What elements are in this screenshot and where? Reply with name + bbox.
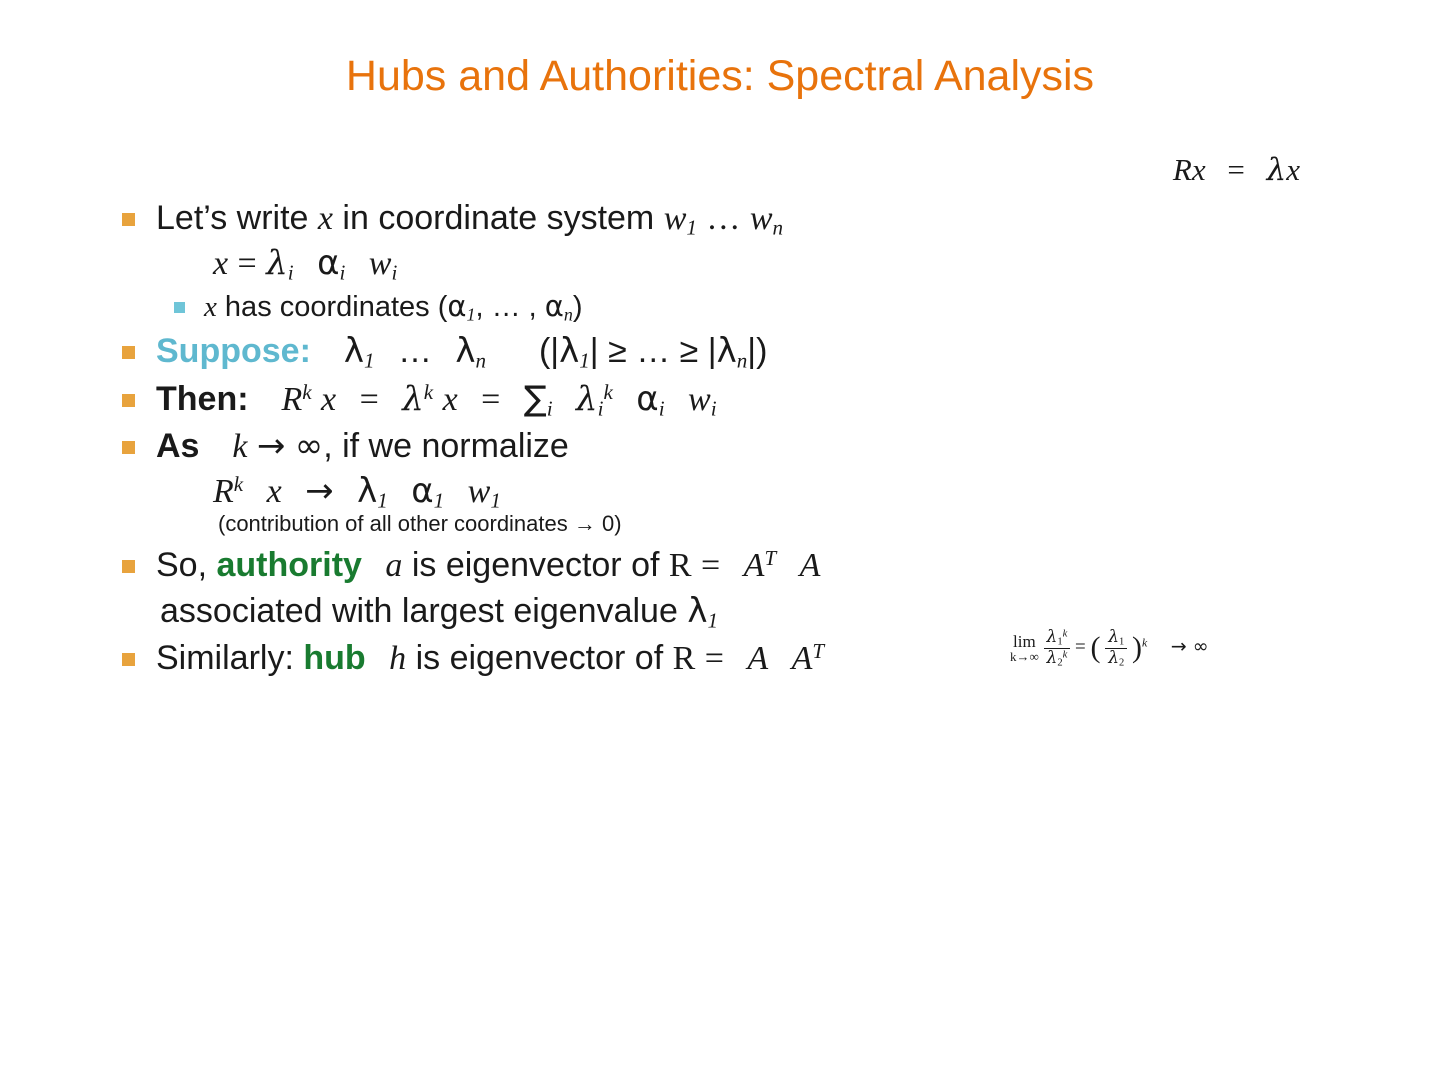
suppose-label: Suppose:	[156, 331, 311, 370]
limit-equals: =	[1075, 636, 1086, 658]
list-item-text: Similarly: hub h is eigenvector of R = A $A^T$	[156, 639, 825, 678]
corner-equation: Rx = λx	[1172, 152, 1300, 188]
list-item	[108, 196, 1368, 242]
right-paren: )	[1132, 631, 1143, 665]
bullet-marker-icon	[122, 560, 135, 573]
list-item-label: Let’s write	[156, 199, 318, 237]
equation-note: (contribution of all other coordinates → 0)	[218, 511, 622, 537]
authority-accent: authority	[216, 546, 362, 585]
list-item-sub-text: x has coordinates ($\alpha_1$, … , $\alpha_n$)	[204, 288, 583, 325]
list-item-text: As k → ∞, if we normalize	[156, 426, 569, 467]
list-item	[108, 424, 1368, 469]
list-item-text: Let’s write x in coordinate system $w_1$ … $w_n$	[156, 199, 784, 240]
list-item-text: Suppose: $\lambda_1$ … $\lambda_n$ ($|\lambda_1|$ ≥ … ≥ $|\lambda_n|$)	[156, 330, 768, 373]
bullet-marker-icon	[122, 213, 135, 226]
equation-x-expansion: $x = \lambda_i$ $\alpha_i$ $w_i$	[213, 242, 398, 285]
list-item	[108, 329, 1368, 375]
list-item-label-2: in coordinate system	[332, 199, 664, 237]
limit-operator: lim k→∞	[1010, 631, 1039, 665]
list-item-text: So, authority a is eigenvector of $R = A^T$ A associated with largest eigenvalue $\lambda_1$	[156, 546, 821, 633]
bullet-marker-icon	[122, 653, 135, 666]
slide-body	[108, 196, 1368, 684]
limit-formula	[1010, 628, 1209, 669]
bullet-marker-icon	[122, 394, 135, 407]
then-label: Then:	[156, 379, 249, 418]
list-item	[108, 543, 1368, 634]
list-item-sub	[108, 288, 1368, 327]
bullet-marker-icon	[122, 346, 135, 359]
as-label: As	[156, 427, 200, 466]
limit-tail: → ∞	[1170, 635, 1209, 658]
limit-exponent: k	[1142, 636, 1148, 650]
authority-prefix: So,	[156, 546, 217, 585]
equation-rk-limit: $R^k$ $x \to \lambda_1$ $\alpha_1$ $w_1$	[213, 470, 501, 513]
hub-prefix: Similarly:	[156, 639, 304, 678]
bullet-marker-icon	[122, 441, 135, 454]
list-item	[108, 377, 1368, 423]
sub-bullet-marker-icon	[174, 302, 185, 313]
limit-inner-fraction: $\frac{\lambda_1}{\lambda_2}$	[1105, 628, 1127, 669]
limit-fraction: $\frac{\lambda_1^k}{\lambda_2^k}$	[1044, 628, 1071, 669]
corner-equation-text: R	[1172, 152, 1192, 187]
list-item-text: Then: $R^k$ $x = \lambda^k$ $x = \sum_i$ $\lambda_i^k$ $\alpha_i$ $w_i$	[156, 378, 717, 421]
left-paren: (	[1090, 631, 1101, 665]
hub-accent: hub	[303, 639, 366, 678]
page-title: Hubs and Authorities: Spectral Analysis	[345, 52, 1095, 100]
